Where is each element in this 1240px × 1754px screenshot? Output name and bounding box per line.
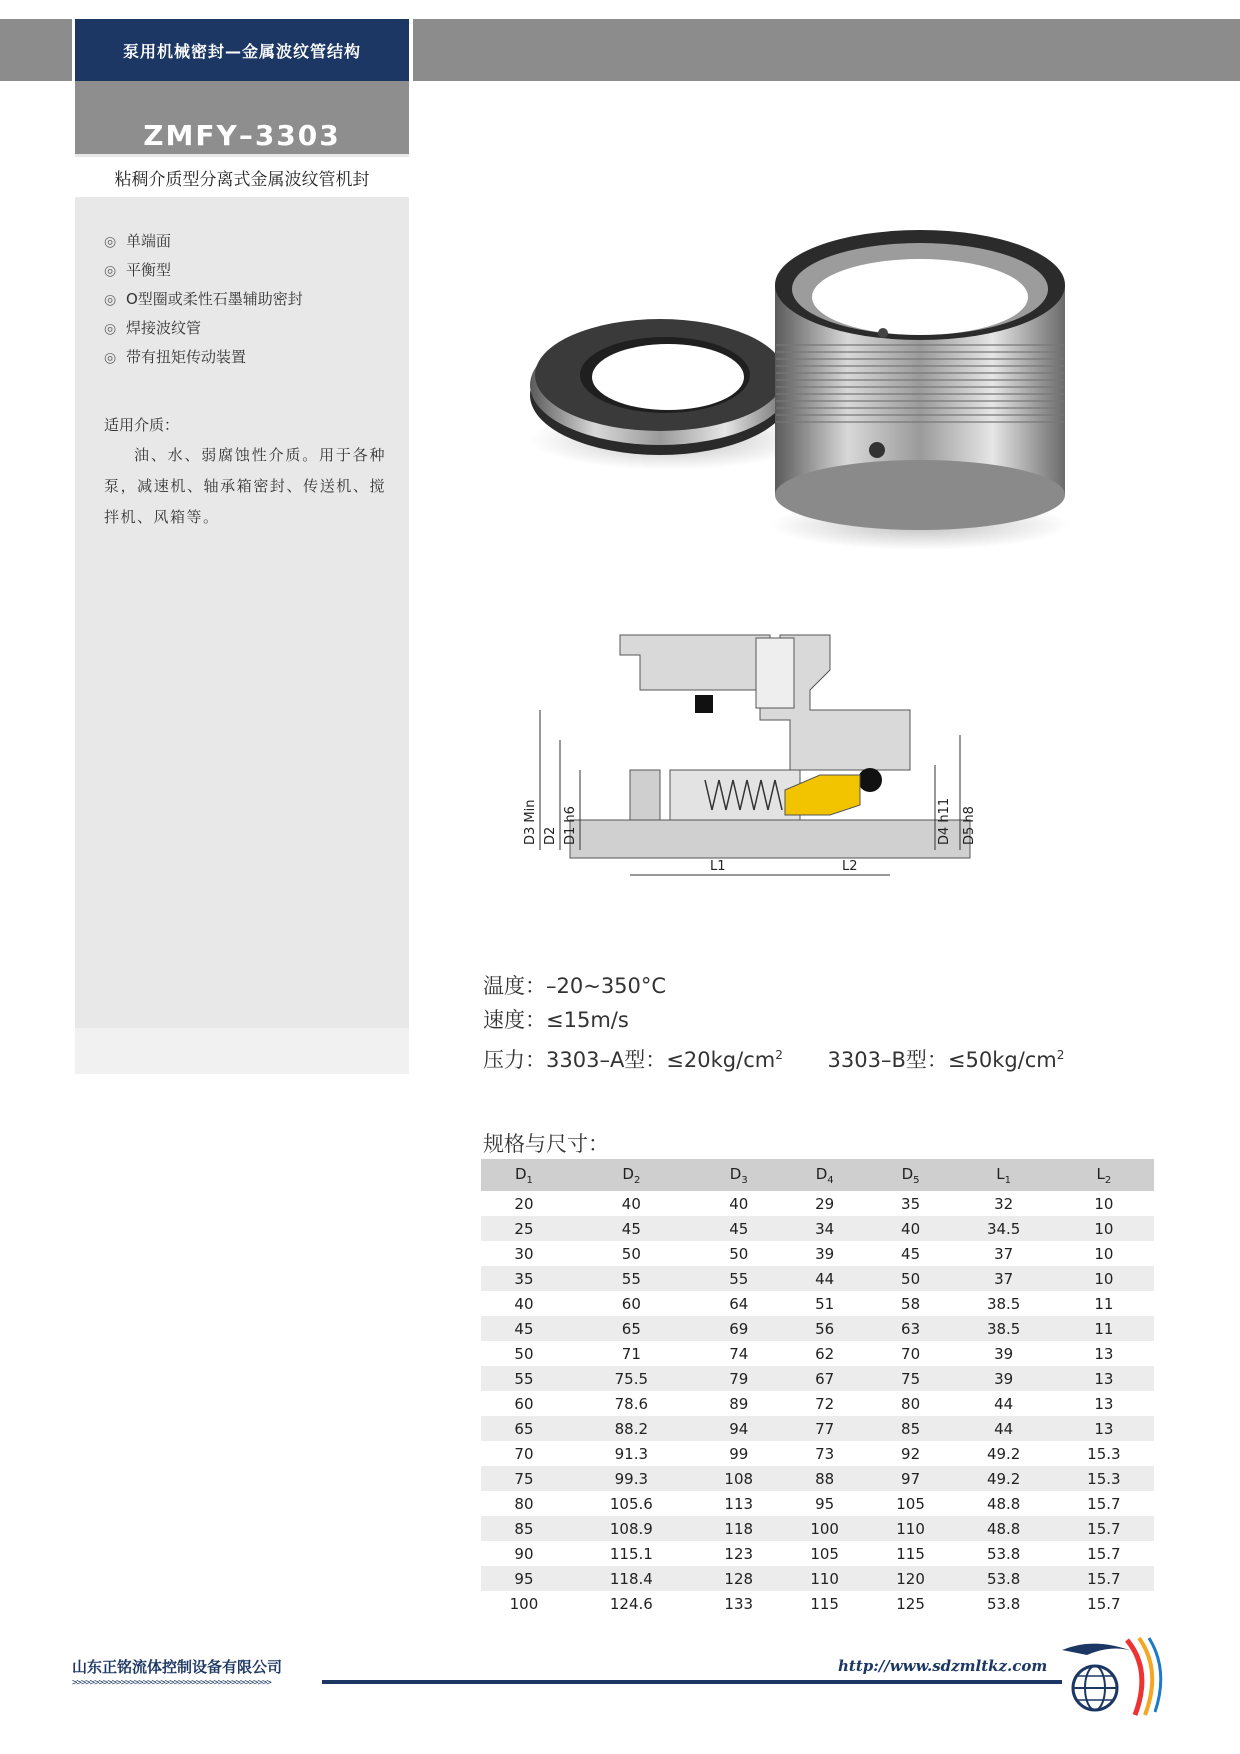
table-body [481,1191,1154,1616]
table-row [481,1191,1154,1216]
feature-item [104,285,303,314]
table-cell: 128 [696,1566,782,1591]
spec-speed: 速度：≤15m/s [483,1008,629,1032]
set-screw [756,638,794,708]
label-d5: D5 h8 [962,806,977,845]
table-cell: 44 [994,1394,1014,1413]
table-cell: 10 [1094,1194,1114,1213]
bellows-assembly [775,230,1065,530]
table-cell: 94 [696,1416,782,1441]
table-cell: 34.5 [954,1216,1054,1241]
table-cell: 40 [868,1216,954,1241]
seat-ring [530,319,790,455]
table-cell: 56 [782,1316,868,1341]
table-row [481,1216,1154,1241]
table-cell: 15.7 [1087,1494,1121,1513]
company-name: 山东正铭流体控制设备有限公司 [72,1658,283,1676]
col-header: $D_4$ [782,1159,868,1191]
header-left-band [0,19,72,81]
footer-rule [322,1680,1062,1684]
table-row [481,1566,1154,1591]
table-cell: 92 [901,1444,921,1463]
label-d2: D2 [543,826,558,845]
table-cell: 133 [724,1594,754,1613]
circle-bullet-icon: ◎ [104,350,117,366]
col-header: $D_2$ [567,1159,696,1191]
label-d3: D3 Min [523,799,538,845]
table-cell: 53.8 [986,1594,1021,1613]
table-cell: 53.8 [986,1544,1021,1563]
table-cell: 85 [868,1416,954,1441]
table-cell: 88.2 [567,1416,696,1441]
table-cell: 77 [782,1416,868,1441]
table-cell: 99 [729,1444,749,1463]
table-cell: 10 [1054,1216,1154,1241]
table-cell: 40 [514,1294,534,1313]
model-title [75,81,409,154]
sidebar-footer-band [75,1028,409,1074]
col-header: $D_3$ [696,1159,782,1191]
circle-bullet-icon: ◎ [104,292,117,308]
table-cell: 55 [567,1266,696,1291]
table-cell: 113 [724,1494,754,1513]
col-header: $D_1$ [481,1159,567,1191]
table-cell: 118.4 [567,1566,696,1591]
feature-list [104,227,303,372]
table-cell: 44 [782,1266,868,1291]
table-cell: 20 [514,1194,534,1213]
table-cell: 78.6 [614,1394,649,1413]
table-title: 规格与尺寸： [483,1132,609,1156]
table-cell: 123 [724,1544,754,1563]
table-cell: 65 [567,1316,696,1341]
table-cell: 53.8 [954,1566,1054,1591]
table-cell: 62 [815,1344,835,1363]
table-cell: 70 [514,1444,534,1463]
table-cell: 37 [954,1266,1054,1291]
model-number: ZMFY–3303 [143,119,341,152]
feature-label: 带有扭矩传动装置 [126,348,247,366]
table-cell: 118 [696,1516,782,1541]
table-cell: 29 [815,1194,835,1213]
table-cell: 74 [729,1344,749,1363]
label-d1: D1 h6 [563,806,578,845]
feature-item [104,343,303,372]
label-l2: L2 [842,859,858,874]
table-cell: 45 [567,1216,696,1241]
feature-item [104,314,303,343]
cross-section-drawing [520,610,1100,900]
table-cell: 125 [896,1594,925,1613]
table-cell: 85 [481,1516,567,1541]
table-cell: 73 [815,1444,835,1463]
label-l1: L1 [710,859,726,874]
spec-pressure [483,1044,1064,1074]
table-row [481,1591,1154,1616]
table-cell: 60 [621,1294,641,1313]
feature-label: 平衡型 [126,261,172,279]
pressure-b: 3303–B型：≤50kg/cm [827,1048,1057,1072]
spec-temperature: 温度：–20~350°C [483,974,667,998]
pressure-a-exp: 2 [775,1048,783,1062]
table-cell: 105.6 [609,1494,653,1513]
table-cell: 75 [481,1466,567,1491]
table-cell: 32 [994,1194,1014,1213]
table-cell: 89 [729,1394,749,1413]
table-cell: 105 [810,1544,839,1563]
table-cell: 110 [782,1566,868,1591]
table-cell: 60 [514,1394,534,1413]
table-cell: 69 [696,1316,782,1341]
table-cell: 95 [481,1566,567,1591]
table-cell: 50 [514,1344,534,1363]
table-cell: 15.3 [1054,1466,1154,1491]
pressure-b-exp: 2 [1056,1048,1065,1062]
label-d4: D4 h11 [937,797,952,845]
table-cell: 15.7 [1054,1566,1154,1591]
table-cell: 45 [481,1316,567,1341]
table-row [481,1541,1154,1566]
feature-label: 焊接波纹管 [126,319,202,337]
table-cell: 35 [901,1194,921,1213]
circle-bullet-icon: ◎ [104,321,117,337]
table-header-row [481,1159,1154,1191]
table-cell: 45 [901,1244,921,1263]
table-cell: 80 [901,1394,921,1413]
table-cell: 79 [696,1366,782,1391]
table-cell: 63 [868,1316,954,1341]
table-cell: 15.3 [1087,1444,1121,1463]
table-cell: 15.7 [1087,1544,1121,1563]
table-cell: 108.9 [567,1516,696,1541]
table-cell: 70 [901,1344,921,1363]
table-cell: 10 [1054,1266,1154,1291]
feature-item [104,256,303,285]
product-photo [520,225,1080,555]
table-cell: 55 [481,1366,567,1391]
table-cell: 97 [868,1466,954,1491]
table-cell: 10 [1094,1244,1114,1263]
table-row [481,1266,1154,1291]
circle-bullet-icon: ◎ [104,263,117,279]
table-cell: 51 [815,1294,835,1313]
dimensions-table [481,1159,1154,1616]
table-cell: 55 [696,1266,782,1291]
table-cell: 64 [729,1294,749,1313]
o-ring-2 [858,768,882,792]
table-cell: 15.7 [1087,1594,1121,1613]
header-category: 泵用机械密封—金属波纹管结构 [75,19,409,81]
header-right-band [413,19,1240,81]
table-cell: 100 [782,1516,868,1541]
table-cell: 49.2 [986,1444,1021,1463]
table-row [481,1291,1154,1316]
table-cell: 91.3 [614,1444,649,1463]
table-cell: 13 [1054,1416,1154,1441]
table-cell: 95 [815,1494,835,1513]
feature-label: O型圈或柔性石墨辅助密封 [126,290,303,308]
table-cell: 48.8 [986,1494,1021,1513]
table-cell: 35 [481,1266,567,1291]
col-header: $D_5$ [868,1159,954,1191]
table-row [481,1341,1154,1366]
table-row [481,1416,1154,1441]
table-cell: 45 [696,1216,782,1241]
table-cell: 72 [815,1394,835,1413]
collar [630,770,660,820]
table-cell: 40 [621,1194,641,1213]
shaft [570,820,970,858]
table-cell: 13 [1094,1394,1114,1413]
table-cell: 13 [1054,1366,1154,1391]
bellows-holder [670,770,800,820]
table-cell: 39 [815,1244,835,1263]
table-cell: 34 [782,1216,868,1241]
circle-bullet-icon: ◎ [104,234,117,250]
table-cell: 75.5 [567,1366,696,1391]
table-cell: 115 [896,1544,925,1563]
table-cell: 65 [481,1416,567,1441]
col-header: $L_1$ [954,1159,1054,1191]
table-cell: 37 [994,1244,1014,1263]
table-cell: 39 [994,1344,1014,1363]
company-logo-icon [1057,1630,1167,1720]
table-cell: 120 [868,1566,954,1591]
table-row [481,1466,1154,1491]
table-cell: 50 [868,1266,954,1291]
table-cell: 49.2 [954,1466,1054,1491]
table-cell: 58 [901,1294,921,1313]
table-cell: 39 [954,1366,1054,1391]
table-cell: 99.3 [567,1466,696,1491]
table-cell: 75 [868,1366,954,1391]
applicable-media-label: 适用介质： [104,416,180,434]
table-cell: 100 [509,1594,539,1613]
table-cell: 115 [810,1594,839,1613]
feature-label: 单端面 [126,232,172,250]
table-cell: 50 [621,1244,641,1263]
footer-arrow-strip: >>>>>>>>>>>>>>>>>>>>>>>>>>>>>>>>>>>>>>>>>>>>> [72,1678,271,1688]
table-cell: 71 [621,1344,641,1363]
table-cell: 67 [782,1366,868,1391]
table-cell: 38.5 [986,1294,1021,1313]
table-cell: 90 [514,1544,534,1563]
table-row [481,1391,1154,1416]
table-cell: 40 [729,1194,749,1213]
table-cell: 11 [1054,1316,1154,1341]
table-cell: 50 [729,1244,749,1263]
pressure-a: 压力：3303–A型：≤20kg/cm [483,1048,776,1072]
table-row [481,1441,1154,1466]
table-cell: 44 [954,1416,1054,1441]
table-cell: 11 [1094,1294,1114,1313]
applicable-media-text: 油、水、弱腐蚀性介质。用于各种泵，减速机、轴承箱密封、传送机、搅拌机、风箱等。 [104,446,386,526]
col-header: $L_2$ [1054,1159,1154,1191]
table-row [481,1491,1154,1516]
table-cell: 80 [514,1494,534,1513]
table-cell: 15.7 [1054,1516,1154,1541]
table-cell: 124.6 [609,1594,653,1613]
model-subtitle: 粘稠介质型分离式金属波纹管机封 [75,157,409,197]
table-cell: 88 [782,1466,868,1491]
table-cell: 25 [481,1216,567,1241]
table-row [481,1316,1154,1341]
o-ring-1 [695,695,713,713]
table-cell: 30 [514,1244,534,1263]
table-cell: 115.1 [609,1544,653,1563]
table-row [481,1241,1154,1266]
table-cell: 38.5 [954,1316,1054,1341]
table-cell: 48.8 [954,1516,1054,1541]
table-row [481,1366,1154,1391]
website-link[interactable]: http://www.sdzmltkz.com [838,1657,1048,1675]
table-cell: 13 [1094,1344,1114,1363]
table-cell: 110 [868,1516,954,1541]
table-row [481,1516,1154,1541]
table-cell: 105 [896,1494,925,1513]
table-cell: 108 [696,1466,782,1491]
feature-item [104,227,303,256]
